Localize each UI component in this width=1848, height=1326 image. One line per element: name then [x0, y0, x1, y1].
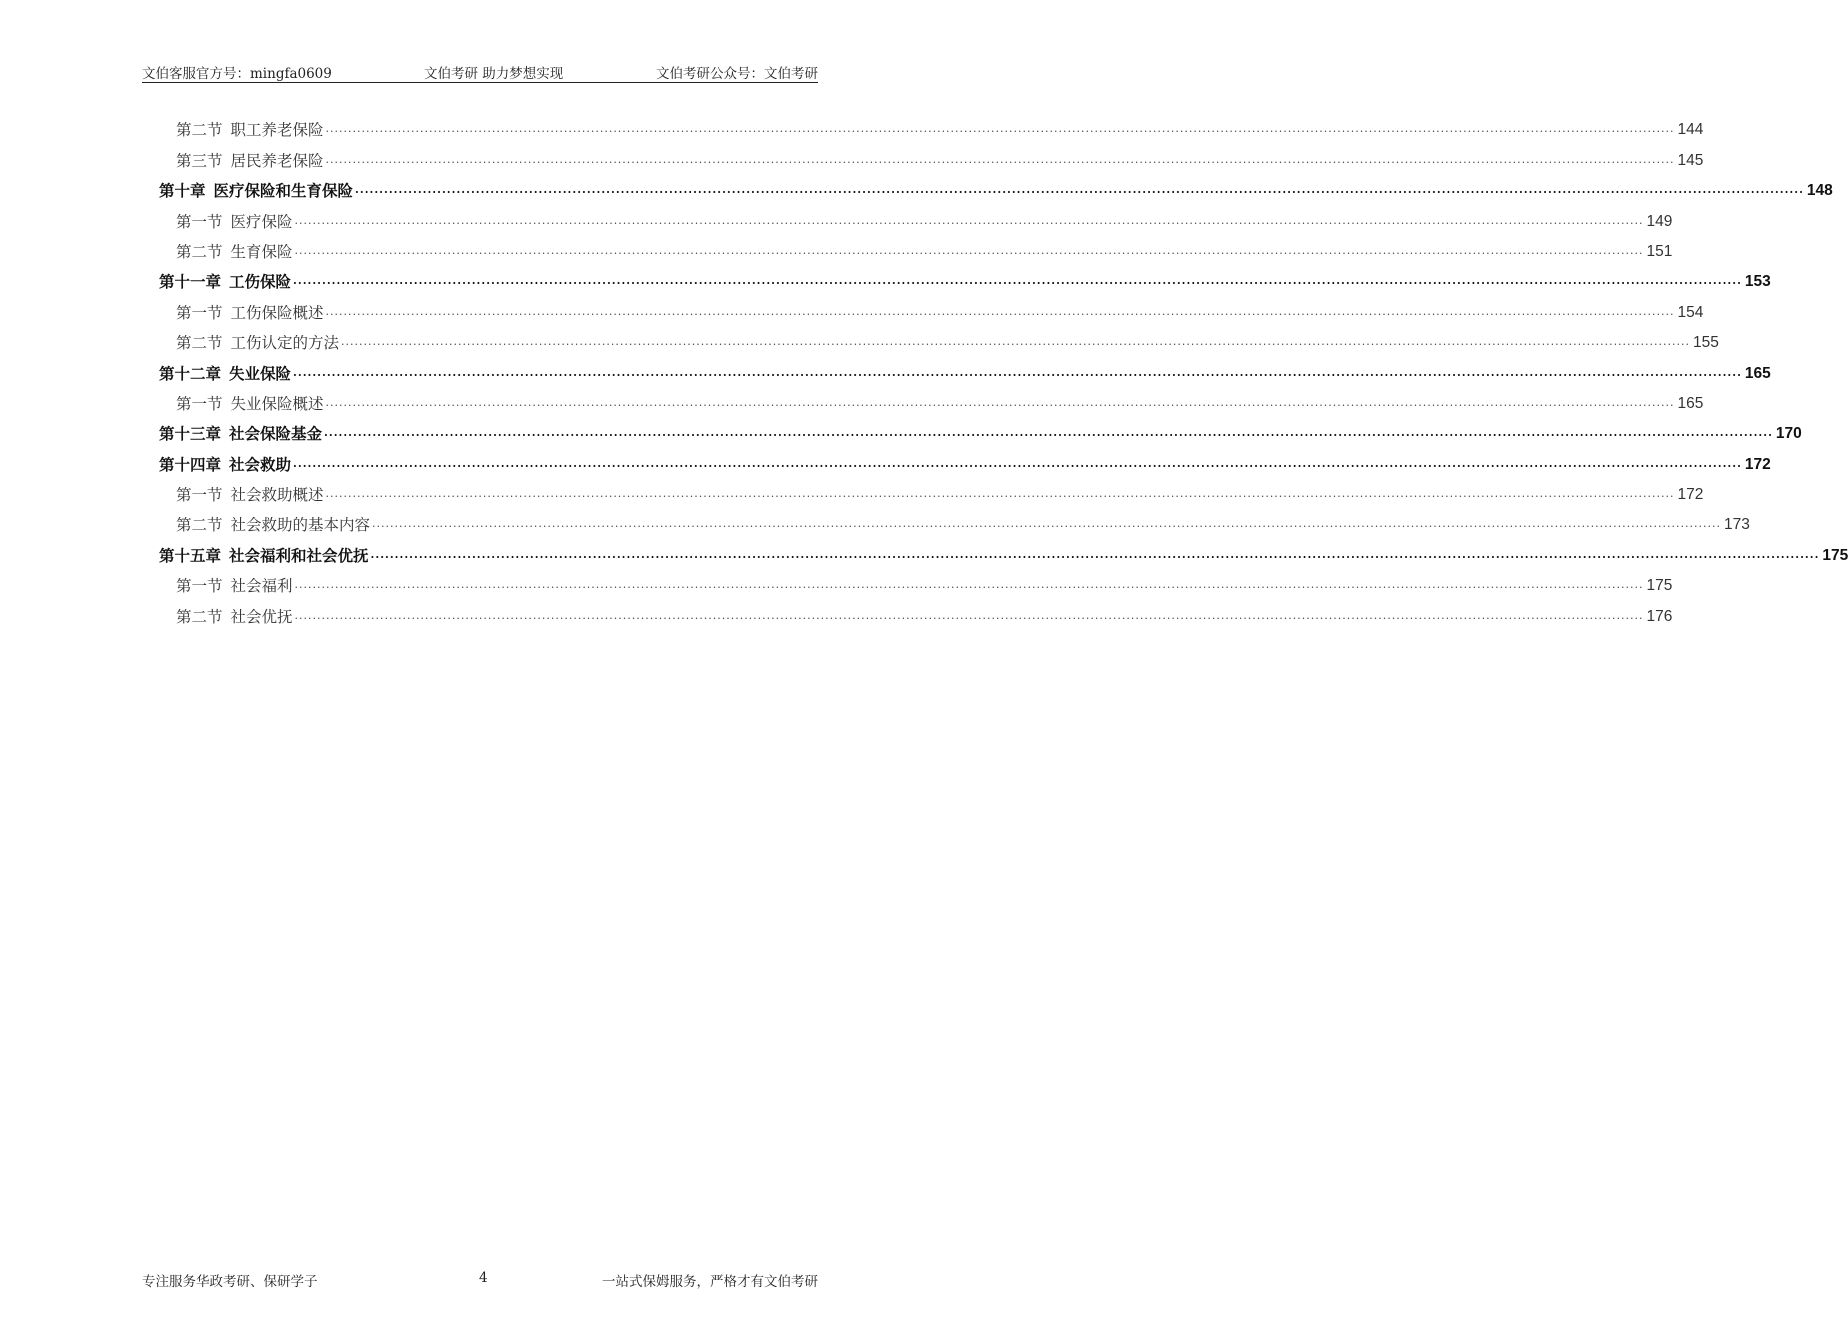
toc-entry-number: 第十五章 — [159, 545, 222, 565]
toc-entry-number: 第二节 — [176, 121, 223, 140]
toc-entry-text: 社会保险基金 — [229, 424, 323, 444]
toc-entry-title — [176, 393, 326, 415]
toc-entry-number: 第二节 — [176, 607, 223, 626]
toc-page-number: 165 — [1677, 394, 1704, 412]
toc-entry-number: 第十二章 — [159, 363, 222, 383]
toc-dot-leader: ............................................................................................................................................................................................................................................................................................................ — [294, 608, 1644, 622]
toc-chapter-entry[interactable] — [142, 263, 1771, 293]
toc-dot-leader: ............................................................................................................................................................................................................................................................................................................ — [324, 426, 1773, 440]
toc-page-number: 175 — [1646, 577, 1673, 595]
toc-dot-leader: ............................................................................................................................................................................................................................................................................................................ — [325, 122, 1675, 136]
toc-entry-text: 社会福利 — [230, 577, 293, 596]
toc-page-number: 165 — [1744, 364, 1771, 382]
toc-entry-title — [176, 575, 295, 597]
toc-entry-text: 社会福利和社会优抚 — [229, 545, 369, 565]
toc-entry-text: 生育保险 — [230, 242, 293, 261]
toc-page-number: 153 — [1744, 273, 1771, 291]
toc-dot-leader: ............................................................................................................................................................................................................................................................................................................ — [325, 304, 1675, 318]
toc-dot-leader: ............................................................................................................................................................................................................................................................................................................ — [294, 578, 1644, 592]
toc-dot-leader: ............................................................................................................................................................................................................................................................................................................ — [325, 395, 1675, 409]
toc-page-number: 149 — [1646, 212, 1673, 230]
footer-page-number: 4 — [479, 1270, 488, 1286]
toc-entry-number: 第一节 — [176, 303, 223, 322]
toc-entry-number: 第一节 — [176, 394, 223, 413]
header-left-text: 文伯客服官方号：mingfa0609 — [142, 66, 332, 82]
toc-entry-text: 工伤保险概述 — [230, 303, 324, 322]
toc-entry-text: 工伤保险 — [229, 272, 292, 292]
toc-page-number: 173 — [1724, 516, 1750, 534]
toc-entry-number: 第十三章 — [159, 424, 222, 444]
toc-entry-title — [176, 514, 372, 536]
footer-left-text: 专注服务华政考研、保研学子 — [142, 1274, 318, 1290]
header-right-text: 文伯考研公众号：文伯考研 — [656, 66, 818, 82]
toc-page-number: 175 — [1822, 546, 1848, 564]
toc-entry-number: 第一节 — [176, 486, 223, 505]
toc-entry-number: 第三节 — [176, 151, 223, 170]
toc-section-entry[interactable] — [142, 233, 1673, 263]
toc-dot-leader: ............................................................................................................................................................................................................................................................................................................ — [325, 152, 1675, 166]
toc-entry-title — [176, 484, 326, 506]
toc-entry-number: 第十章 — [159, 181, 206, 201]
toc-section-entry[interactable] — [142, 506, 1750, 536]
toc-section-entry[interactable] — [142, 111, 1704, 141]
toc-section-entry[interactable] — [142, 324, 1719, 354]
toc-chapter-entry[interactable] — [142, 445, 1771, 475]
toc-page-number: 154 — [1677, 303, 1704, 321]
toc-dot-leader: ............................................................................................................................................................................................................................................................................................................ — [355, 183, 1804, 197]
footer-right-text: 一站式保姆服务，严格才有文伯考研 — [602, 1274, 818, 1290]
toc-entry-title — [159, 271, 293, 293]
toc-entry-number: 第二节 — [176, 516, 223, 535]
toc-section-entry[interactable] — [142, 476, 1704, 506]
toc-section-entry[interactable] — [142, 567, 1673, 597]
toc-dot-leader: ............................................................................................................................................................................................................................................................................................................ — [293, 365, 1742, 379]
toc-entry-title — [176, 302, 326, 324]
toc-dot-leader: ............................................................................................................................................................................................................................................................................................................ — [293, 274, 1742, 288]
toc-entry-text: 失业保险概述 — [230, 394, 324, 413]
toc-section-entry[interactable] — [142, 293, 1704, 323]
toc-page-number: 155 — [1693, 334, 1719, 352]
toc-entry-title — [159, 180, 355, 202]
toc-dot-leader: ............................................................................................................................................................................................................................................................................................................ — [325, 487, 1675, 501]
toc-page-number: 172 — [1677, 486, 1704, 504]
toc-entry-number: 第二节 — [176, 334, 223, 353]
toc-entry-title — [176, 241, 295, 263]
toc-dot-leader: ............................................................................................................................................................................................................................................................................................................ — [294, 213, 1644, 227]
toc-entry-number: 第二节 — [176, 242, 223, 261]
toc-page-number: 148 — [1806, 182, 1833, 200]
toc-dot-leader: ............................................................................................................................................................................................................................................................................................................ — [370, 547, 1820, 561]
toc-entry-title — [176, 606, 295, 628]
toc-page-number: 144 — [1677, 121, 1704, 139]
toc-section-entry[interactable] — [142, 202, 1673, 232]
toc-entry-number: 第十四章 — [159, 454, 222, 474]
toc-entry-title — [176, 332, 341, 354]
toc-entry-text: 失业保险 — [229, 363, 292, 383]
toc-page-number: 145 — [1677, 151, 1704, 169]
toc-dot-leader: ............................................................................................................................................................................................................................................................................................................ — [341, 335, 1691, 349]
toc-entry-title — [159, 423, 324, 445]
toc-entry-text: 医疗保险和生育保险 — [213, 181, 354, 201]
page-header — [142, 60, 818, 83]
toc-entry-title — [176, 119, 326, 141]
toc-entry-title — [159, 454, 293, 476]
toc-entry-text: 社会救助 — [229, 454, 292, 474]
toc-entry-text: 居民养老保险 — [230, 151, 324, 170]
toc-entry-number: 第十一章 — [159, 272, 222, 292]
toc-section-entry[interactable] — [142, 597, 1673, 627]
toc-page-number: 170 — [1775, 425, 1802, 443]
toc-section-entry[interactable] — [142, 141, 1704, 171]
toc-chapter-entry[interactable] — [142, 415, 1802, 445]
toc-chapter-entry[interactable] — [142, 536, 1848, 566]
toc-dot-leader: ............................................................................................................................................................................................................................................................................................................ — [293, 456, 1742, 470]
toc-section-entry[interactable] — [142, 385, 1704, 415]
toc-chapter-entry[interactable] — [142, 354, 1771, 384]
toc-entry-text: 工伤认定的方法 — [230, 334, 340, 353]
toc-entry-number: 第一节 — [176, 577, 223, 596]
toc-entry-title — [176, 211, 295, 233]
toc-entry-title — [159, 363, 293, 385]
toc-entry-title — [159, 545, 371, 567]
toc-chapter-entry[interactable] — [142, 172, 1833, 202]
toc-page-number: 176 — [1646, 607, 1673, 625]
toc-entry-text: 社会救助的基本内容 — [230, 516, 371, 535]
table-of-contents — [142, 111, 1848, 628]
header-center-text: 文伯考研 助力梦想实现 — [424, 66, 564, 82]
toc-entry-title — [176, 150, 326, 172]
toc-dot-leader: ............................................................................................................................................................................................................................................................................................................ — [372, 517, 1722, 531]
page-footer — [142, 1270, 818, 1290]
toc-entry-text: 社会优抚 — [230, 607, 293, 626]
toc-dot-leader: ............................................................................................................................................................................................................................................................................................................ — [294, 243, 1644, 257]
toc-entry-text: 社会救助概述 — [230, 486, 324, 505]
toc-page-number: 151 — [1646, 242, 1673, 260]
toc-entry-text: 职工养老保险 — [230, 121, 324, 140]
toc-entry-number: 第一节 — [176, 212, 223, 231]
toc-entry-text: 医疗保险 — [230, 212, 293, 231]
toc-page-number: 172 — [1744, 455, 1771, 473]
